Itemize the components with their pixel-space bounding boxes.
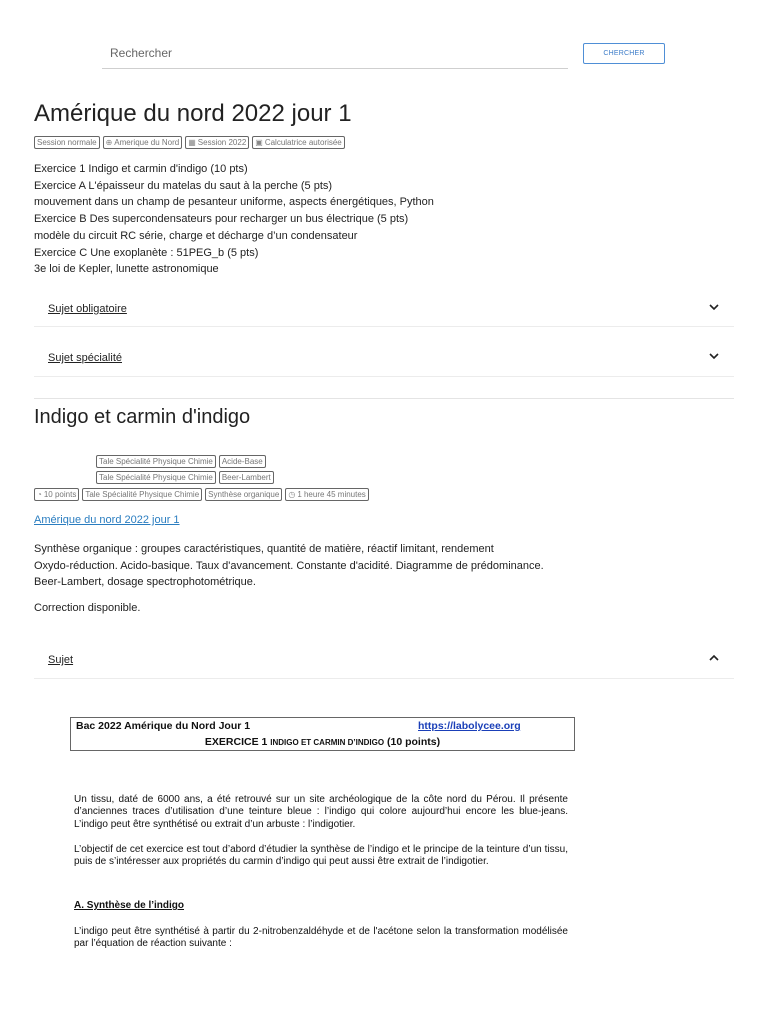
list-item: modèle du circuit RC série, charge et décharge d’un condensateur	[34, 229, 358, 242]
document-header-left: Bac 2022 Amérique du Nord Jour 1	[76, 720, 251, 732]
list-item: 3e loi de Kepler, lunette astronomique	[34, 263, 219, 276]
page-title: Amérique du nord 2022 jour 1	[34, 100, 352, 127]
points-icon: ◔	[37, 490, 42, 499]
calculator-icon: ▣	[255, 138, 263, 147]
list-item: Exercice B Des supercondensateurs pour recharger un bus électrique (5 pts)	[34, 213, 409, 226]
document-viewer[interactable]	[34, 686, 610, 972]
chevron-down-icon[interactable]	[708, 301, 720, 313]
document-paragraph: Un tissu, daté de 6000 ans, a été retrouvé sur un site archéologique de la côte nord du Pérou. Il présente d’anciennes traces d’utilisation d’une teinture bleue : l’indigo qui colore aujourd’hui encore les blue-jeans. L’indigo peut être synthétisé ou extrait d’un arbuste : l’indigotier.	[74, 794, 568, 830]
clock-icon: ◷	[288, 490, 296, 499]
tag-level: Tale Spécialité Physique Chimie	[82, 488, 202, 501]
list-item: Exercice C Une exoplanète : 51PEG_b (5 pts)	[34, 246, 259, 259]
search-input[interactable]	[102, 40, 568, 66]
topic-tags-row-2	[96, 471, 274, 484]
session-link[interactable]: Amérique du nord 2022 jour 1	[34, 514, 180, 526]
accordion-obligatoire[interactable]	[34, 296, 734, 327]
accordion-label[interactable]: Sujet	[48, 654, 74, 666]
search-button[interactable]: CHERCHER	[583, 43, 665, 64]
tag-topic: Beer-Lambert	[219, 471, 274, 484]
list-item: Exercice 1 Indigo et carmin d'indigo (10 pts)	[34, 163, 248, 175]
accordion-sujet[interactable]	[34, 647, 734, 679]
document-header-link[interactable]: https://labolycee.org	[418, 720, 521, 732]
exercise-title: Indigo et carmin d'indigo	[34, 406, 251, 428]
tag-duration: ◷ 1 heure 45 minutes	[285, 488, 368, 501]
list-item: Exercice A L'épaisseur du matelas du saut à la perche (5 pts)	[34, 179, 333, 192]
accordion-label[interactable]: Sujet spécialité	[48, 352, 122, 364]
topic-tags-row-3	[34, 488, 369, 501]
tag-topic: Acide-Base	[219, 455, 266, 468]
chevron-down-icon[interactable]	[708, 350, 720, 362]
document-paragraph: L’objectif de cet exercice est tout d’abord d’étudier la synthèse de l’indigo et le principe de la teinture d’un tissu, puis de s’intéresser aux propriétés du carmin d’indigo qui peut aussi être extrait de l’indigotier.	[74, 844, 568, 868]
tag-region: ⊕ Amerique du Nord	[103, 136, 183, 149]
tag-level: Tale Spécialité Physique Chimie	[96, 471, 216, 484]
topic-tags-row-1	[96, 455, 266, 468]
document-page	[34, 686, 610, 972]
search-bar	[102, 40, 568, 69]
correction-note: Correction disponible.	[34, 602, 141, 614]
accordion-specialite[interactable]	[34, 345, 734, 377]
exercise-list	[34, 161, 434, 278]
tag-year: ▦ Session 2022	[185, 136, 249, 149]
chevron-up-icon[interactable]	[708, 652, 720, 664]
tag-level: Tale Spécialité Physique Chimie	[96, 455, 216, 468]
calendar-icon: ▦	[188, 138, 196, 147]
document-header-box	[70, 717, 575, 751]
session-tags	[34, 136, 345, 149]
section-divider	[34, 398, 734, 399]
document-section-heading: A. Synthèse de l’indigo	[74, 900, 185, 911]
tag-session: Session normale	[34, 136, 100, 149]
list-item: mouvement dans un champ de pesanteur uniforme, aspects énergétiques, Python	[34, 196, 434, 209]
tag-topic: Synthèse organique	[205, 488, 282, 501]
accordion-label[interactable]: Sujet obligatoire	[48, 303, 127, 315]
tag-points: ◔ 10 points	[34, 488, 79, 501]
exercise-description: Synthèse organique : groupes caractéristiques, quantité de matière, réactif limitant, rendement Oxydo-réduction. Acido-basique. Taux d'avancement. Constante d'acidité. Diagramme de prédominance. Beer-Lambert, dosage spectrophotométrique.	[34, 543, 544, 588]
globe-icon: ⊕	[105, 138, 113, 147]
document-header-title: EXERCICE 1 INDIGO ET CARMIN D’INDIGO (10 points)	[204, 736, 441, 748]
tag-calculator: ▣ Calculatrice autorisée	[252, 136, 345, 149]
document-paragraph: L’indigo peut être synthétisé à partir du 2-nitrobenzaldéhyde et de l'acétone selon la transformation modélisée par l’équation de réaction suivante :	[74, 926, 568, 950]
